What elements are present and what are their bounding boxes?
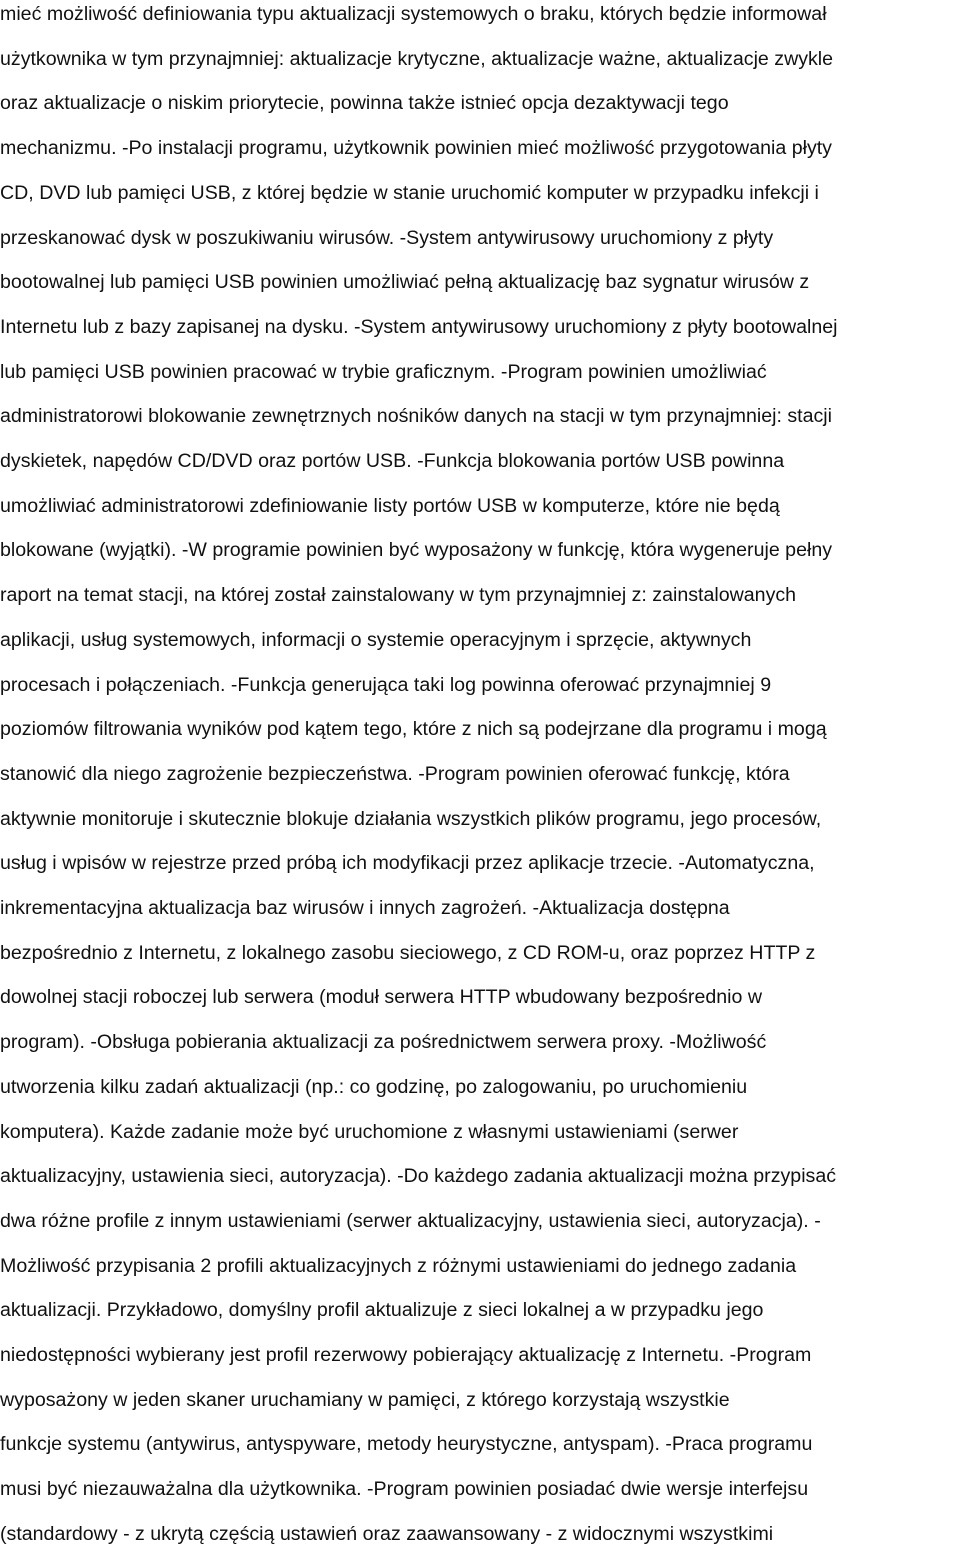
text-line: umożliwiać administratorowi zdefiniowanie listy portów USB w komputerze, które nie będą [0, 494, 780, 517]
text-line: mieć możliwość definiowania typu aktualizacji systemowych o braku, których będzie informował [0, 3, 827, 25]
text-line: Internetu lub z bazy zapisanej na dysku. -System antywirusowy uruchomiony z płyty bootowalnej [0, 315, 838, 338]
text-line: funkcje systemu (antywirus, antyspyware, metody heurystyczne, antyspam). -Praca programu [0, 1433, 813, 1456]
text-line: oraz aktualizacje o niskim priorytecie, powinna także istnieć opcja dezaktywacji tego [0, 92, 729, 115]
text-line: dwa różne profile z innym ustawieniami (serwer aktualizacyjny, ustawienia sieci, autoryzacja). - [0, 1209, 821, 1232]
text-line: raport na temat stacji, na której został zainstalowany w tym przynajmniej z: zainstalowanych [0, 584, 797, 607]
text-line: bezpośrednio z Internetu, z lokalnego zasobu sieciowego, z CD ROM-u, oraz poprzez HTTP z [0, 941, 816, 964]
text-line: inkrementacyjna aktualizacja baz wirusów i innych zagrożeń. -Aktualizacja dostępna [0, 897, 730, 919]
text-line: musi być niezauważalna dla użytkownika. -Program powinien posiadać dwie wersje interfejsu [0, 1478, 809, 1501]
text-line: procesach i połączeniach. -Funkcja generująca taki log powinna oferować przynajmniej 9 [0, 673, 772, 696]
text-line: aktualizacyjny, ustawienia sieci, autoryzacja). -Do każdego zadania aktualizacji można przypisać [0, 1165, 837, 1188]
text-line: Możliwość przypisania 2 profili aktualizacyjnych z różnymi ustawieniami do jednego zadania [0, 1254, 797, 1277]
text-line: mechanizmu. -Po instalacji programu, użytkownik powinien mieć możliwość przygotowania płyty [0, 137, 832, 160]
text-line: aktywnie monitoruje i skutecznie blokuje działania wszystkich plików programu, jego procesów, [0, 807, 822, 830]
text-line: CD, DVD lub pamięci USB, z której będzie w stanie uruchomić komputer w przypadku infekcji i [0, 181, 819, 204]
text-line: bootowalnej lub pamięci USB powinien umożliwiać pełną aktualizację baz sygnatur wirusów z [0, 271, 810, 294]
text-line: administratorowi blokowanie zewnętrznych nośników danych na stacji w tym przynajmniej: stacji [0, 405, 832, 428]
text-line: program). -Obsługa pobierania aktualizacji za pośrednictwem serwera proxy. -Możliwość [0, 1031, 767, 1054]
text-line: dowolnej stacji roboczej lub serwera (moduł serwera HTTP wbudowany bezpośrednio w [0, 986, 762, 1009]
text-line: (standardowy - z ukrytą częścią ustawień oraz zaawansowany - z widocznymi wszystkimi [0, 1522, 774, 1545]
text-line: komputera). Każde zadanie może być uruchomione z własnymi ustawieniami (serwer [0, 1120, 739, 1143]
text-line: wyposażony w jeden skaner uruchamiany w pamięci, z którego korzystają wszystkie [0, 1388, 730, 1411]
text-line: poziomów filtrowania wyników pod kątem tego, które z nich są podejrzane dla programu i mogą [0, 718, 827, 741]
text-line: dyskietek, napędów CD/DVD oraz portów USB. -Funkcja blokowania portów USB powinna [0, 450, 785, 472]
text-line: usług i wpisów w rejestrze przed próbą ich modyfikacji przez aplikacje trzecie. -Automatyczna, [0, 852, 815, 875]
text-line: przeskanować dysk w poszukiwaniu wirusów. -System antywirusowy uruchomiony z płyty [0, 226, 774, 249]
text-line: blokowane (wyjątki). -W programie powinien być wyposażony w funkcję, która wygeneruje pełny [0, 539, 833, 562]
text-line: aplikacji, usług systemowych, informacji o systemie operacyjnym i sprzęcie, aktywnych [0, 628, 752, 651]
text-line: aktualizacji. Przykładowo, domyślny profil aktualizuje z sieci lokalnej a w przypadku jego [0, 1299, 764, 1322]
text-line: stanowić dla niego zagrożenie bezpieczeństwa. -Program powinien oferować funkcję, która [0, 762, 790, 785]
text-line: użytkownika w tym przynajmniej: aktualizacje krytyczne, aktualizacje ważne, aktualizacje zwykle [0, 47, 834, 70]
text-line: niedostępności wybierany jest profil rezerwowy pobierający aktualizację z Internetu. -Program [0, 1344, 812, 1366]
text-line: utworzenia kilku zadań aktualizacji (np.: co godzinę, po zalogowaniu, po uruchomieniu [0, 1075, 748, 1098]
text-line: lub pamięci USB powinien pracować w trybie graficznym. -Program powinien umożliwiać [0, 360, 767, 383]
